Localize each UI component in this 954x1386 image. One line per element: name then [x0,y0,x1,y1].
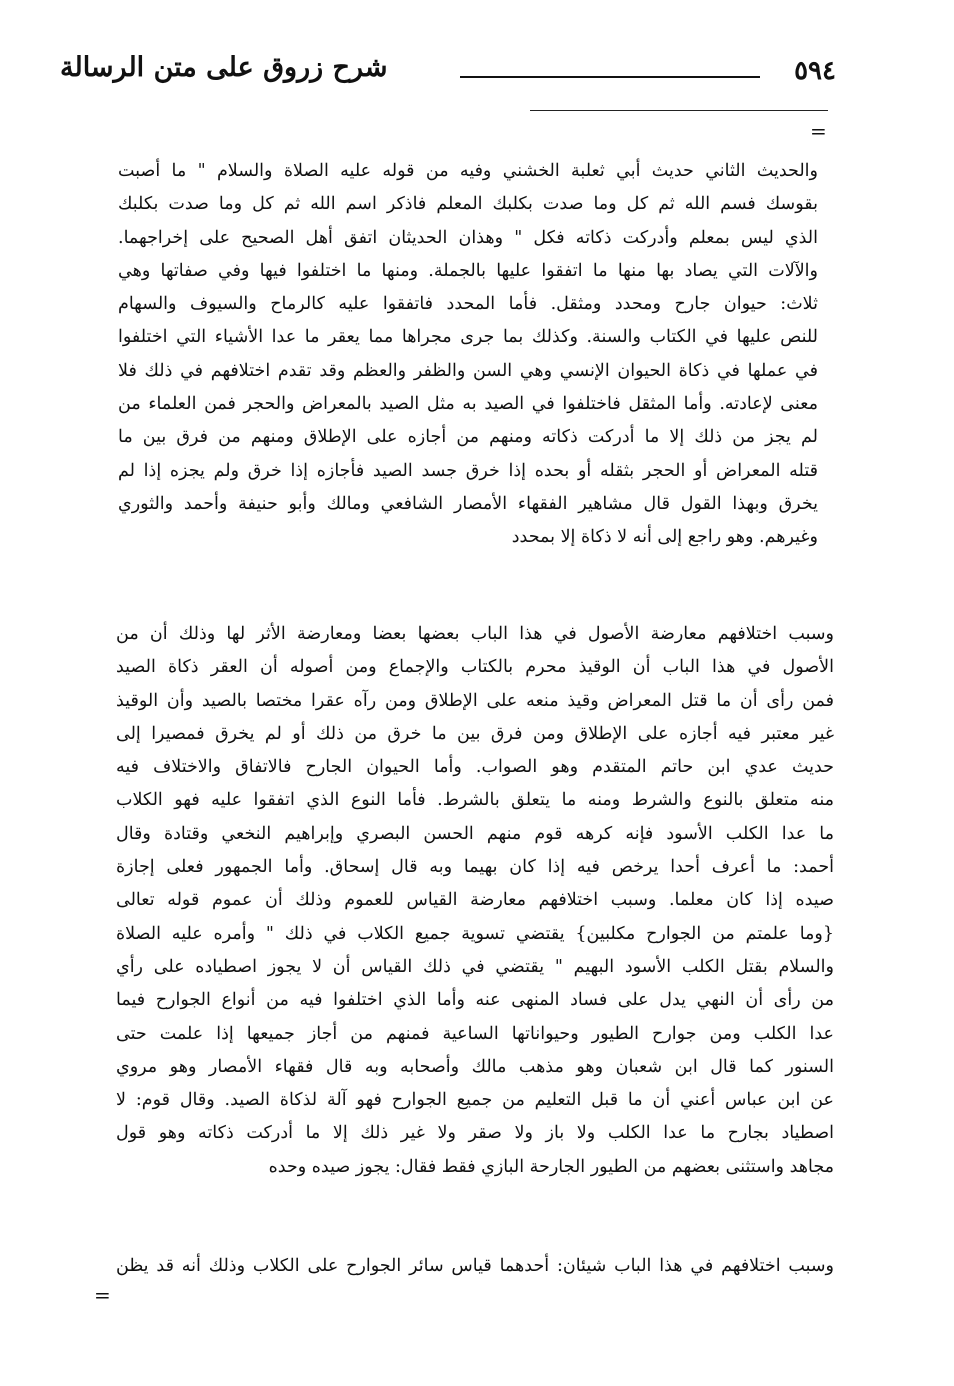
text-line: فمن رأى أن ما قتل المعراض وقيذ منعه على الإطلاق ومن رآه عقرا مختصا بالصيد وأن الوقيذ [116,690,834,711]
text-line: وسبب اختلافهم معارضة الأصول في هذا الباب بعضها بعضا ومعارضة الأثر لها وذلك أن من [116,624,834,644]
text-line: للنص عليها في الكتاب والسنة. وكذلك بما جرى مجراها مما يعقر ما عدا الأشياء التي اختلفوا [118,327,818,348]
text-line: والحديث الثاني حديث أبي ثعلبة الخشني وفيه من قوله عليه الصلاة والسلام " ما أصبت [118,161,818,181]
header-rule [460,76,760,78]
text-line: الأصول في هذا الباب أن الوقيذ محرم بالكتاب والإجماع ومن أصوله أن العقر ذكاة الصيد [116,657,834,678]
text-line: السنور كما قال ابن شعبان وهو مذهب مالك وأصحابه وبه قال فقهاء الأمصار وهو مروي [116,1056,834,1077]
paragraph-1 [118,155,818,555]
text-line: عدا الكلب ومن جوارح الطيور وحيواناتها الساعية فمنهم من أجاز جميعها إذا علمت حتى [116,1023,834,1044]
text-line: من رأى أن النهي يدل على فساد المنهى عنه وأما الذي اختلفوا فيه من أنواع الجوارح فيما [116,990,834,1011]
page-header [60,52,850,102]
paragraph-2 [116,618,834,1184]
text-line: أحمد: ما أعرف أحدا يرخص فيه إذا كان بهيما وبه قال إسحاق. وأما الجمهور فعلى إجازة [116,857,834,878]
paragraph-3 [116,1250,834,1283]
top-equals-mark: = [810,119,827,143]
text-line: لم يجز من ذلك إلا ما أدركت ذكاته ومنهم من أجازه على الإطلاق ومنهم من فرق بين ما [118,427,818,448]
text-line: غير معتبر فيه أجازه على الإطلاق ومن فرق بين ما خرق من ذلك أو لم يخرق فمصيرا إلى [116,723,834,744]
bottom-equals-mark: = [94,1283,111,1307]
text-line: عن ابن عباس أعني أن ما قبل التعليم من جميع الجوارح فهو آلة لذكاة الصيد. وقال قوم: لا [116,1090,834,1111]
page-number: ٥٩٤ [794,56,836,86]
top-rule [530,110,828,111]
text-line: وسبب اختلافهم في هذا الباب شيئان: أحدهما قياس سائر الجوارح على الكلاب وذلك أنه قد يظن [116,1256,834,1276]
text-line: ثلاث: حيوان جارح ومحدد ومثقل. فأما المحدد فاتفقوا عليه كالرماح والسيوف والسهام [118,294,818,315]
text-line: يخرق وبهذا القول قال مشاهير الفقهاء الأمصار الشافعي ومالك وأبو حنيفة وأحمد والثوري [118,493,818,514]
text-line: والسلام بقتل الكلب الأسود البهيم " يقتضي في ذلك القياس أن لا يجوز اصطياده على رأي [116,956,834,977]
text-line: معنى لإعادته. وأما المثقل فاختلفوا في الصيد به مثل الصيد بالمعراض والحجر فمن العلماء من [118,394,818,415]
running-title: شرح زروق على متن الرسالة [60,52,388,83]
text-line: منه متعلق بالنوع والشرط ومنه ما يتعلق بالشرط. فأما النوع الذي اتفقوا عليه فهو الكلاب [116,790,834,811]
text-line: مجاهد واستثنى بعضهم من الطيور الجارحة البازي فقط فقال: يجوز صيده وحده [268,1156,834,1177]
text-line: والآلات التي يصاد بها منها ما اتفقوا عليها بالجملة. ومنها ما اختلفوا فيها وفي صفاتها وهي [118,260,818,281]
text-line: حديث عدي ابن حاتم المتقدم وهو الصواب. وأما الحيوان الجارح فالاتفاق والاختلاف فيه [116,757,834,778]
text-line: {وما علمتم من الجوارح مكلبين} يقتضي تسوية جميع الكلاب في ذلك " وأمره عليه الصلاة [116,923,834,944]
text-line: وغيرهم. وهو راجع إلى أنه لا ذكاة إلا بمحدد [511,527,818,548]
text-line: ما عدا الكلب الأسود فإنه كرهه قوم منهم الحسن البصري وإبراهيم النخعي وقتادة وقال [116,823,834,844]
text-line: الذي ليس بمعلم وأدركت ذكاته فكل " وهذان الحديثان اتفق أهل الصحيح على إخراجهما. [118,227,818,248]
text-line: قتله المعراض أو الحجر بثقله أو بحده إذا خرق جسد الصيد فأجازه إذا خرق ولم يجزه إذا لم [118,460,818,481]
text-line: بقوسك فسم الله ثم كل وما صدت بكلبك المعلم فاذكر اسم الله ثم كل وما صدت بكلبك [118,194,818,215]
text-line: اصطياد بجارح ما عدا الكلب ولا باز ولا صقر ولا غير ذلك إلا ما أدركت ذكاته وهو قول [116,1123,834,1144]
text-line: في عملها في ذكاة الحيوان الإنسي وهي السن والظفر والعظم وقد تقدم اختلافهم في ذلك فلا [118,360,818,381]
text-line: صيده إذا كان معلما. وسبب اختلافهم معارضة القياس للعموم وذلك أن عموم قوله تعالى [116,890,834,911]
